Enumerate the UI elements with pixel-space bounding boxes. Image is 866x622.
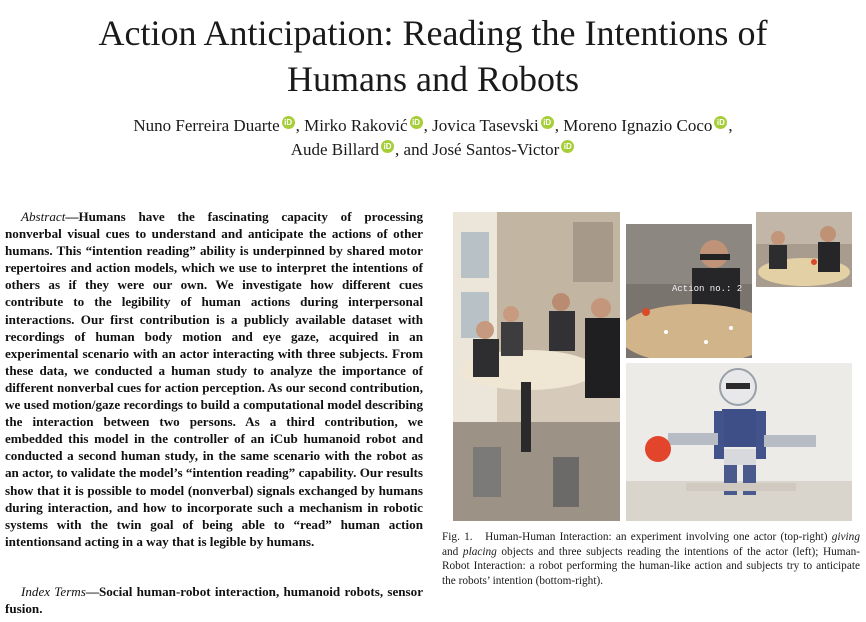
index-terms-heading: Index Terms (21, 584, 86, 599)
index-terms-text: Social human-robot interaction, humanoid robots, sensor fusion. (5, 584, 424, 617)
orcid-icon[interactable]: iD (381, 140, 394, 153)
author-separator: , (423, 116, 433, 135)
orcid-icon[interactable]: iD (561, 140, 574, 153)
author-name: Mirko Raković (304, 116, 408, 135)
abstract-paragraph (5, 208, 423, 550)
index-terms-paragraph (5, 583, 423, 617)
figure-caption-text: Human-Human Interaction: an experiment involving one actor (top-right) (485, 531, 832, 543)
human-human-scene-illustration (453, 212, 620, 521)
author-name: Nuno Ferreira Duarte (133, 116, 280, 135)
orcid-icon[interactable]: iD (282, 116, 295, 129)
paper-title-line-2: Humans and Robots (287, 59, 579, 99)
orcid-icon[interactable]: iD (410, 116, 423, 129)
author-name: Jovica Tasevski (432, 116, 539, 135)
paper-title (0, 10, 866, 102)
author-separator: , (554, 116, 564, 135)
author-name: Moreno Ignazio Coco (563, 116, 713, 135)
abstract-heading: Abstract (21, 209, 66, 224)
author-list (0, 114, 866, 162)
figure-photo-interaction-top-view (756, 212, 852, 287)
author-name: José Santos-Victor (432, 140, 560, 159)
figure-photo-human-human-interaction (453, 212, 620, 521)
orcid-icon[interactable]: iD (541, 116, 554, 129)
author-separator: , (728, 116, 733, 135)
figure-caption (442, 530, 860, 588)
figure-overlay-label: Action no.: 2 (672, 284, 743, 294)
orcid-icon[interactable]: iD (714, 116, 727, 129)
abstract-text: Humans have the fascinating capacity of processing nonverbal visual cues to understand and anticipate the actions of other humans. This “intention reading” ability is underpinned by shared motor repertoires and action models, which we use to interpret the intentions of others as if they were our own. We investigate how different cues contribute to the legibility of human actions during interpersonal interactions. Our first contribution is a publicly available dataset with recordings of human body motion and eye gaze, acquired in an experimental scenario with an actor interacting with three subjects. From these data, we conducted a human study to analyze the importance of different nonverbal cues for action perception. As our second contribution, we used motion/gaze recordings to build a computational model describing the interaction between two persons. As a third contribution, we embedded this model in the controller of an iCub humanoid robot and conducted a second human study, in the same scenario with the robot as an actor, to validate the model’s “intention reading” capability. Our results show that it is possible to model (nonverbal) signals exchanged by humans during interaction, and how to incorporate such a mechanism in robotic systems with the twin goal of being able to “read” human action intentionsand acting in a way that is legible by humans. (5, 209, 423, 549)
figure-caption-emphasis: placing (462, 545, 497, 558)
index-terms-dash: — (85, 584, 99, 599)
paper-title-line-1: Action Anticipation: Reading the Intentions of (98, 13, 768, 53)
figure-caption-text: objects and three subjects reading the intentions of the actor (left); Human-Robot Interaction: a robot performing the human-like action and subjects try to anticipate the robots’ intention (bottom-right). (442, 545, 861, 587)
author-name: Aude Billard (290, 140, 380, 159)
icub-robot-illustration (626, 363, 852, 521)
author-separator: , (295, 116, 305, 135)
figure-caption-text: and (442, 545, 463, 558)
figure-caption-emphasis: giving (831, 531, 860, 543)
figure-photo-actor-eye-tracking (626, 224, 752, 358)
abstract-dash: — (65, 209, 79, 224)
figure-caption-label: Fig. 1. (442, 531, 473, 543)
top-view-scene-illustration (756, 212, 852, 287)
figure-photo-icub-robot (626, 363, 852, 521)
author-separator: , and (395, 140, 433, 159)
